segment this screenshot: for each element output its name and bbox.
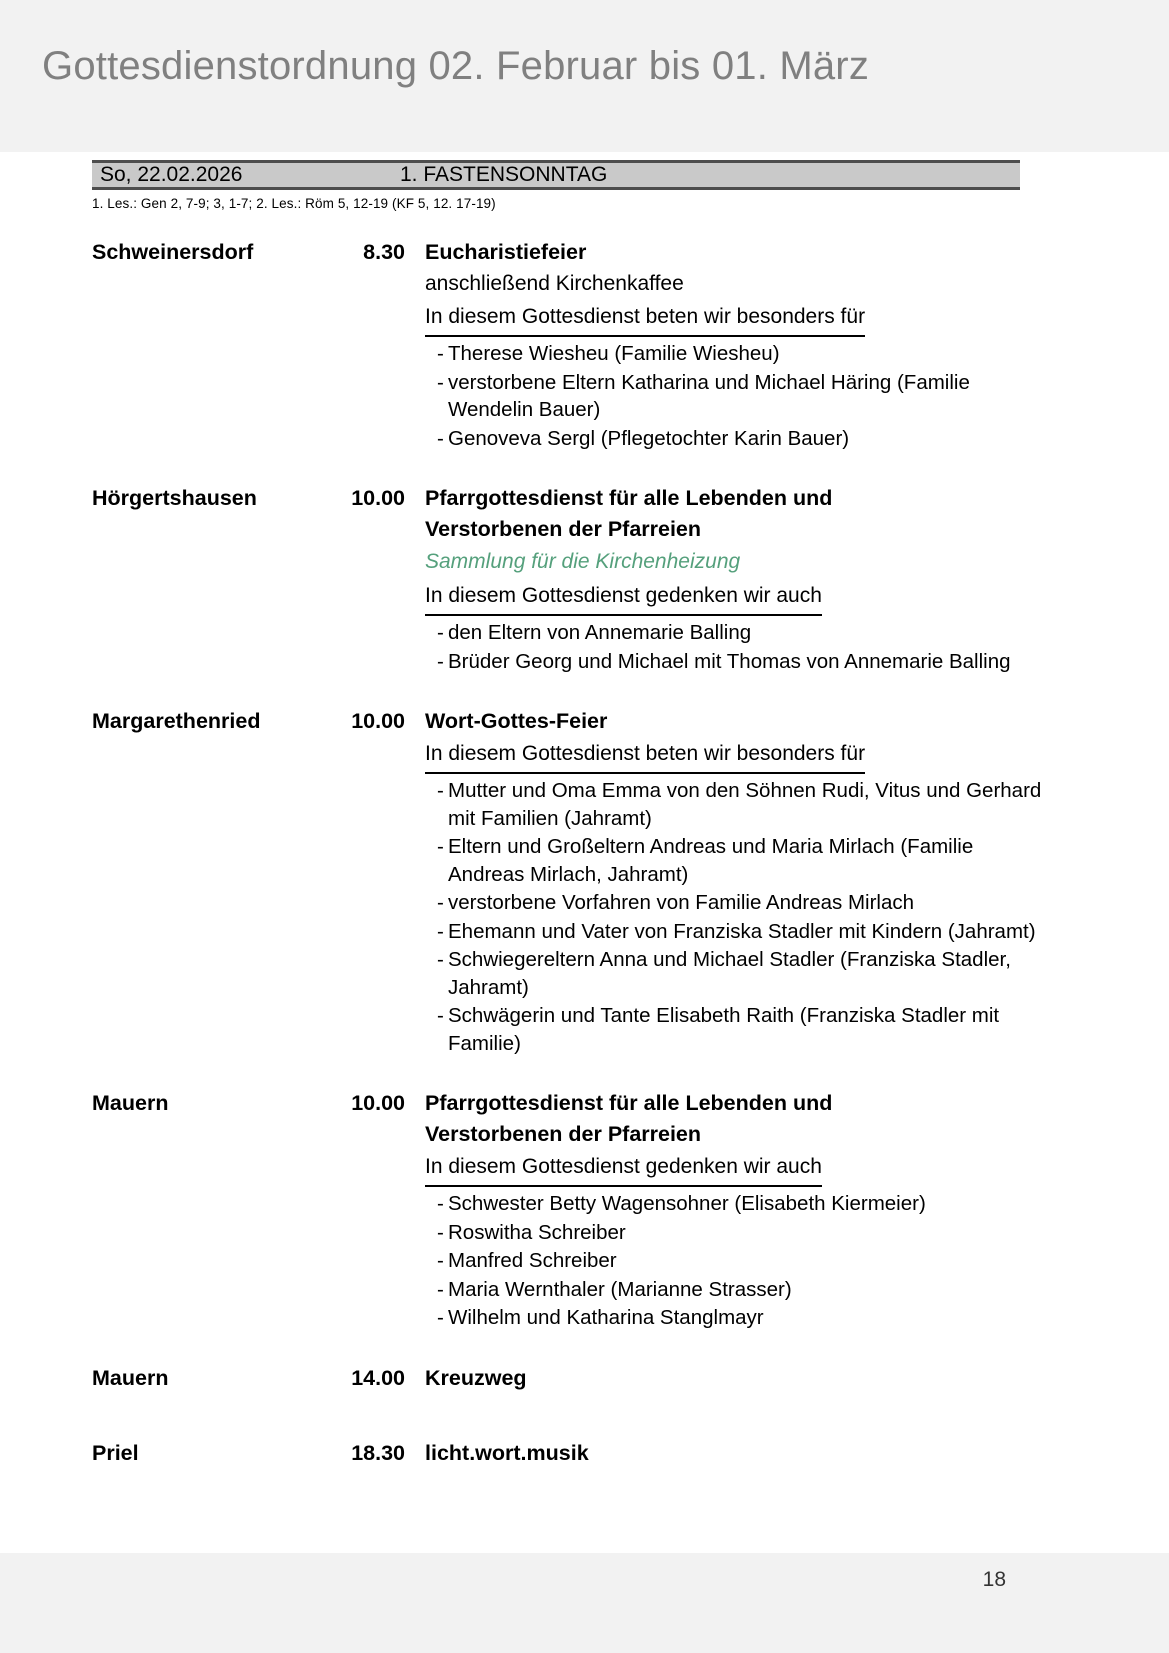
service-title: Eucharistiefeier	[425, 240, 587, 264]
bullet-dash-icon: -	[437, 621, 444, 644]
bullet-dash-icon: -	[437, 1277, 444, 1301]
service-time: 10.00	[351, 486, 405, 510]
service-intro-wrapper	[425, 737, 1077, 777]
intention-item	[425, 833, 1077, 888]
bullet-dash-icon: -	[437, 1249, 444, 1272]
bullet-dash-icon: -	[437, 1192, 444, 1215]
page-number: 18	[982, 1568, 1006, 1591]
day-date: So, 22.02.2026	[100, 163, 243, 186]
page-header-band	[0, 0, 1169, 152]
intention-item	[425, 918, 1077, 946]
service-body	[425, 237, 1077, 453]
intention-list	[425, 619, 1077, 675]
day-season: 1. FASTENSONNTAG	[400, 163, 608, 186]
intention-item	[425, 777, 1077, 832]
intention-text: Roswitha Schreiber	[448, 1220, 626, 1244]
service-row	[92, 1363, 1077, 1394]
intention-item	[425, 425, 1077, 453]
intention-text: Brüder Georg und Michael mit Thomas von Annemarie Balling	[448, 649, 1011, 673]
intention-text: den Eltern von Annemarie Balling	[448, 621, 752, 644]
intention-text: Maria Wernthaler (Marianne Strasser)	[448, 1277, 792, 1301]
intention-item	[425, 946, 1077, 1001]
service-title: licht.wort.musik	[425, 1440, 589, 1465]
bullet-dash-icon: -	[437, 1220, 444, 1244]
intention-text: Manfred Schreiber	[448, 1249, 617, 1272]
service-place: Priel	[92, 1440, 139, 1465]
service-row	[92, 706, 1077, 1058]
service-row	[92, 1088, 1077, 1333]
service-row	[92, 1438, 1077, 1469]
bullet-dash-icon: -	[437, 919, 444, 943]
service-intentions-intro: In diesem Gottesdienst gedenken wir auch	[425, 579, 822, 616]
service-body	[425, 1438, 1077, 1469]
intention-text: verstorbene Eltern Katharina und Michael Häring (Familie Wendelin Bauer)	[448, 370, 970, 421]
service-body	[425, 1363, 1077, 1394]
intention-text: Therese Wiesheu (Familie Wiesheu)	[448, 342, 780, 365]
service-place: Schweinersdorf	[92, 240, 254, 264]
bullet-dash-icon: -	[437, 779, 444, 802]
day-header-bar	[92, 160, 1020, 190]
document-content	[92, 160, 1077, 1499]
bullet-dash-icon: -	[437, 426, 444, 450]
service-intro-wrapper	[425, 1150, 1077, 1190]
bullet-dash-icon: -	[437, 370, 444, 394]
bullet-dash-icon: -	[437, 891, 444, 914]
intention-text: Ehemann und Vater von Franziska Stadler mit Kindern (Jahramt)	[448, 919, 1036, 943]
bullet-dash-icon: -	[437, 948, 444, 971]
service-time: 14.00	[351, 1365, 405, 1390]
service-title: Pfarrgottesdienst für alle Lebenden und Verstorbenen der Pfarreien	[425, 486, 833, 541]
bullet-dash-icon: -	[437, 1004, 444, 1027]
service-row	[92, 483, 1077, 676]
service-intentions-intro: In diesem Gottesdienst beten wir besonders für	[425, 737, 865, 774]
intention-item	[425, 340, 1077, 368]
intention-list	[425, 1190, 1077, 1332]
bullet-dash-icon: -	[437, 342, 444, 365]
service-list	[92, 237, 1077, 1469]
service-title: Kreuzweg	[425, 1365, 527, 1390]
service-intentions-intro: In diesem Gottesdienst beten wir besonders für	[425, 300, 865, 337]
service-place: Hörgertshausen	[92, 486, 257, 510]
day-readings: 1. Les.: Gen 2, 7-9; 3, 1-7; 2. Les.: Röm 5, 12-19 (KF 5, 12. 17-19)	[92, 196, 496, 211]
service-intro-wrapper	[425, 300, 1077, 340]
intention-item	[425, 1190, 1077, 1218]
service-title: Pfarrgottesdienst für alle Lebenden und Verstorbenen der Pfarreien	[425, 1091, 833, 1146]
intention-text: Schwester Betty Wagensohner (Elisabeth Kiermeier)	[448, 1192, 926, 1215]
service-title: Wort-Gottes-Feier	[425, 709, 608, 733]
service-place: Mauern	[92, 1365, 169, 1390]
intention-text: Genoveva Sergl (Pflegetochter Karin Bauer)	[448, 426, 850, 450]
service-row	[92, 237, 1077, 453]
intention-list	[425, 340, 1077, 452]
service-intentions-intro: In diesem Gottesdienst gedenken wir auch	[425, 1150, 822, 1187]
intention-item	[425, 889, 1077, 917]
intention-text: Schwägerin und Tante Elisabeth Raith (Franziska Stadler mit Familie)	[448, 1004, 1000, 1055]
intention-text: Mutter und Oma Emma von den Söhnen Rudi, Vitus und Gerhard mit Familien (Jahramt)	[448, 779, 1042, 830]
service-body	[425, 483, 1077, 676]
service-time: 10.00	[351, 709, 405, 733]
intention-item	[425, 1276, 1077, 1304]
service-intro-wrapper	[425, 579, 1077, 619]
bullet-dash-icon: -	[437, 1306, 444, 1329]
intention-item	[425, 1002, 1077, 1057]
service-body	[425, 706, 1077, 1058]
service-body	[425, 1088, 1077, 1333]
intention-text: Wilhelm und Katharina Stanglmayr	[448, 1306, 764, 1329]
intention-item	[425, 369, 1077, 424]
service-time: 8.30	[363, 240, 405, 264]
intention-item	[425, 648, 1077, 676]
service-time: 10.00	[351, 1091, 405, 1115]
intention-list	[425, 777, 1077, 1057]
service-place: Mauern	[92, 1091, 169, 1115]
intention-item	[425, 1219, 1077, 1247]
service-time: 18.30	[351, 1440, 405, 1465]
intention-text: Eltern und Großeltern Andreas und Maria Mirlach (Familie Andreas Mirlach, Jahramt)	[448, 835, 974, 886]
intention-item	[425, 619, 1077, 647]
service-subtitle: anschließend Kirchenkaffee	[425, 272, 684, 295]
service-place: Margarethenried	[92, 709, 261, 733]
service-collection-note: Sammlung für die Kirchenheizung	[425, 550, 741, 573]
intention-item	[425, 1247, 1077, 1275]
page-title: Gottesdienstordnung 02. Februar bis 01. März	[42, 44, 870, 88]
intention-text: verstorbene Vorfahren von Familie Andreas Mirlach	[448, 891, 915, 914]
intention-item	[425, 1304, 1077, 1332]
bullet-dash-icon: -	[437, 835, 444, 858]
bullet-dash-icon: -	[437, 649, 444, 673]
intention-text: Schwiegereltern Anna und Michael Stadler (Franziska Stadler, Jahramt)	[448, 948, 1011, 999]
